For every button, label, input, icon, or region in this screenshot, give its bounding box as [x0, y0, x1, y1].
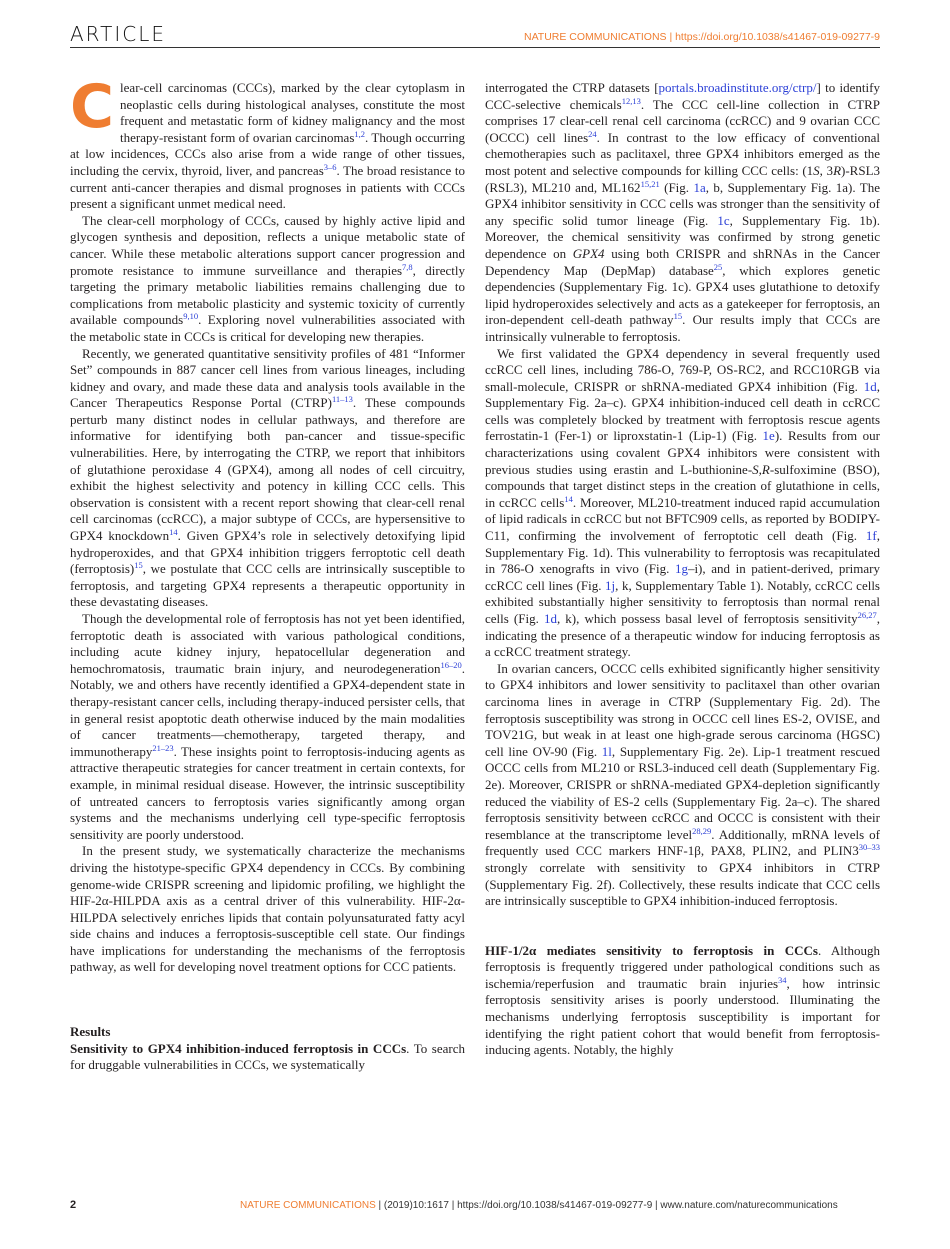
figure-ref-link[interactable]: 1e [762, 428, 775, 444]
italic-text: GPX4 [572, 245, 605, 261]
drop-cap: C [70, 72, 115, 142]
text-run: , which explores genetic dependencies (Supplementary Fig. 1c). GPX4 uses glutathione to detoxify lipid hydroperoxides selectively and acts as a gatekeeper for ferroptosis, an iron-dependent cell-death pathway [485, 262, 880, 328]
paragraph [70, 611, 465, 843]
url-link[interactable]: portals.broadinstitute.org/ctrp/ [658, 80, 817, 95]
text-run: -sulfoximine (BSO), compounds that target distinct steps in the creation of glutathione in cells, in ccRCC cells [485, 461, 880, 510]
text-run: . Additionally, mRNA levels of frequently used CCC markers HNF-1β, PAX8, PLIN2, and PLIN3 [485, 826, 880, 859]
citation-ref[interactable]: 16–20 [440, 659, 462, 670]
text-run: , we postulate that CCC cells are intrinsically susceptible to ferroptosis, and targeting GPX4 represents a therapeutic opportunity in these devastating diseases. [70, 561, 465, 610]
text-run: Recently, we generated quantitative sensitivity profiles of 481 “Informer Set” compounds in 887 cancer cell lines from various lineages, including kidney and ovary, and made these data and analysis tools available in the Cancer Therapeutics Response Portal (CTRP) [70, 345, 465, 411]
citation-ref[interactable]: 15,21 [640, 178, 660, 189]
citation-ref[interactable]: 24 [588, 128, 597, 139]
text-run: ). Results from our characterizations using covalent GPX4 inhibitors were consistent with previous studies using erastin and L-buthionine- [485, 428, 880, 477]
text-run: . In contrast to the low efficacy of conventional chemotherapies such as paclitaxel, three GPX4 inhibitors emerged as the most potent and selective compounds for killing CCC cells: (1 [485, 129, 880, 178]
left-column [70, 72, 466, 1074]
italic-text: S [813, 162, 820, 178]
citation-ref[interactable]: 15 [134, 560, 143, 571]
figure-ref-link[interactable]: 1d [863, 378, 877, 394]
text-run: Though the developmental role of ferroptosis has not yet been identified, ferroptotic death is associated with various pathological conditions, including acute kidney injury, hepatocellular degeneration and hemochromatosis, traumatic brain injury, and neurodegeneration [70, 611, 465, 676]
text-run: , how intrinsic ferroptosis sensitivity arises is poorly understood. Illuminating the mechanisms underlying ferroptosis susceptibility is important for identifying the right patient cohort that would benefit from ferroptosis-inducing agents. Notably, the highly [485, 975, 880, 1058]
text-run: In ovarian cancers, OCCC cells exhibited significantly higher sensitivity to GPX4 inhibitors and lower sensitivity to paclitaxel than other ovarian carcinoma lines in average in CTRP (Supplementary Fig. 2d). The ferroptosis susceptibility was strong in OCCC cell lines ES-2, OVISE, and TOV21G, but weak in at least one high-grade serous carcinoma (HGSC) cell line OV-90 (Fig. [485, 660, 880, 759]
text-run: strongly correlate with sensitivity to GPX4 inhibitors in CTRP (Supplementary Fig. 2f). Collectively, these results indicate that CCC cells are intrinsically susceptible to GPX4 inhibition-induced ferroptosis. [485, 859, 880, 909]
paragraph [485, 80, 880, 346]
citation-ref[interactable]: 15 [673, 311, 683, 322]
text-run: . The CCC cell-line collection in CTRP comprises 17 clear-cell renal cell carcinoma (ccRCC) and 9 ovarian CCC (OCCC) cell lines [485, 96, 880, 145]
article-label: ARTICLE [70, 22, 166, 46]
text-run: . To search for druggable vulnerabilities in CCCs, we systematically [70, 1040, 465, 1073]
text-run: interrogated the CTRP datasets [ [485, 80, 659, 95]
figure-ref-link[interactable]: 1j [605, 577, 616, 593]
citation-ref[interactable]: 28,29 [692, 825, 712, 836]
text-run: , Supplementary Fig. 2a–c). GPX4 inhibition-induced cell death in ccRCC cells was completely blocked by treatment with ferroptosis rescue agents ferrostatin-1 (Fer-1) or liproxstatin-1 (Lip-1) (Fig. [485, 378, 880, 444]
text-run: , k, Supplementary Table 1). Notably, ccRCC cells exhibited substantially higher sensitivity to ferroptosis than normal renal cells (Fig. [485, 577, 880, 626]
figure-ref-link[interactable]: 1g [674, 561, 688, 577]
paragraph [70, 346, 465, 612]
text-run: . Notably, we and others have recently identified a GPX4-dependent state in therapy-resistant cancer cells, including therapy-induced persister cells, that in general resist apoptotic death otherwise induced by the main modalities of cancer treatments—chemotherapy, targeted therapy, and immunotherapy [70, 660, 465, 759]
paragraph [485, 661, 880, 910]
citation-ref[interactable]: 14 [169, 527, 178, 538]
figure-ref-link[interactable]: 1c [717, 212, 730, 228]
text-run: We first validated the GPX4 dependency in several frequently used ccRCC cell lines, including 786-O, 769-P, OS-RC2, and RCC10RGB via small-molecule, CRISPR or shRNA-mediated GPX4 inhibition (Fig. [485, 345, 880, 394]
subsection-heading: Sensitivity to GPX4 inhibition-induced ferroptosis in CCCs [70, 1040, 407, 1056]
footer-journal: NATURE COMMUNICATIONS [240, 1200, 376, 1211]
text-run: using both CRISPR and shRNAs in the Cancer Dependency Map (DepMap) database [485, 245, 880, 278]
citation-ref[interactable]: 3–6 [323, 161, 337, 172]
citation-ref[interactable]: 12,13 [621, 95, 641, 106]
text-run: , k), which possess basal level of ferroptosis sensitivity [556, 611, 858, 626]
text-run: , Supplementary Fig. 2e). Lip-1 treatment rescued OCCC cells from ML210 or RSL3-induced cell death (Supplementary Fig. 2e). Moreover, CRISPR or shRNA-mediated GPX4-depletion significantly reduced the viability of ES-2 cells (Supplementary Fig. 2a–c). The shared ferroptosis sensitivity between ccRCC and OCCC is consistent with their resemblance at the transcriptome level [485, 743, 880, 842]
text-run: , Supplementary Fig. 1b). Moreover, the chemical sensitivity was confirmed by strong genetic dependence on [485, 212, 880, 261]
paragraph [70, 72, 465, 213]
text-run: ] to identify CCC-selective chemicals [485, 80, 880, 112]
figure-ref-link[interactable]: 1a [693, 179, 706, 195]
text-run: (Fig. [659, 179, 694, 195]
text-run: . Though occurring at low incidences, CCCs also arise from a wide range of other tissues, including the cervix, thyroid, liver, and pancreas [70, 129, 465, 178]
paragraph [485, 346, 880, 661]
text-run: , indicating the presence of a therapeutic window for inducing ferroptosis as a ccRCC treatment strategy. [485, 611, 880, 660]
citation-ref[interactable]: 14 [564, 493, 573, 504]
paragraph [70, 213, 465, 346]
right-column [485, 80, 880, 1059]
text-run: , b, Supplementary Fig. 1a). The GPX4 inhibitor sensitivity in CCC cells was stronger than the sensitivity of any specific solid tumor lineage (Fig. [485, 179, 881, 228]
section-heading [70, 1024, 465, 1041]
text-run: , Supplementary Fig. 1d). This vulnerability to ferroptosis was recapitulated in 786-O xenografts in vivo (Fig. [485, 528, 880, 577]
citation-ref[interactable]: 9,10 [183, 311, 199, 322]
page-number: 2 [70, 1199, 77, 1211]
text-run: lear-cell carcinomas (CCCs), marked by the clear cytoplasm in neoplastic cells during histological analyses, constitute the most frequent and metastatic form of kidney malignancy and the most therapy-resistant form of ovarian carcinomas [120, 80, 465, 145]
citation-ref[interactable]: 26,27 [857, 610, 877, 620]
text-run: Results [70, 1024, 111, 1040]
text-run: . Our results imply that CCCs are intrinsically vulnerable to ferroptosis. [485, 312, 880, 344]
figure-ref-link[interactable]: 1l [601, 743, 612, 759]
citation-ref[interactable]: 30–33 [858, 842, 880, 853]
text-run: . These insights point to ferroptosis-inducing agents as attractive therapeutic strategies for cancer treatment in certain contexts, for example, in minimal residual disease. However, the intrinsic susceptibility of untreated cancers to ferroptosis varies significantly among organ systems and the mechanisms underlying cell type-specific ferroptosis sensitivity are poorly understood. [70, 743, 465, 842]
text-run: The clear-cell morphology of CCCs, caused by highly active lipid and glycogen synthesis and deposition, reflects a unique metabolic state of cancer. While these metabolic alterations support cancer progression and promote resistance to immune surveillance and therapies [70, 212, 465, 278]
text-run: )-RSL3 (RSL3), ML210 and, ML162 [485, 162, 881, 195]
footer-citation[interactable]: | (2019)10:1617 | https://doi.org/10.1038/s41467-019-09277-9 | www.nature.com/naturecommunications [375, 1200, 838, 1211]
citation-ref[interactable]: 21–23 [152, 742, 174, 753]
text-run: . Although ferroptosis is frequently triggered under pathological conditions such as ischemia/reperfusion and traumatic brain injuries [485, 942, 880, 991]
text-run: . The broad resistance to current anti-cancer therapies and dismal prognoses in patients with CCCs present a significant unmet medical need. [70, 162, 465, 212]
text-run: . Exploring novel vulnerabilities associated with the metabolic state in CCCs is critical for developing new therapies. [70, 312, 465, 344]
citation-ref[interactable]: 25 [713, 261, 723, 272]
header-rule [70, 47, 880, 48]
text-run: –i), and in patient-derived, primary ccRCC cell lines (Fig. [485, 561, 880, 593]
citation-ref[interactable]: 1,2 [354, 128, 366, 139]
paragraph [70, 843, 465, 976]
subsection-heading: HIF-1/2α mediates sensitivity to ferroptosis in CCCs [485, 942, 818, 958]
text-run: . Given GPX4’s role in selectively detoxifying lipid hydroperoxides, and that GPX4 inhibition triggers ferroptotic cell death (ferroptosis) [70, 528, 465, 577]
italic-text: R [833, 162, 842, 178]
text-run: . Moreover, ML210-treatment induced rapid accumulation of lipid radicals in ccRCC but not BFTC909 cells, as reported by BODIPY-C11, confirming the involvement of ferroptotic cell death (Fig. [485, 494, 880, 544]
citation-ref[interactable]: 34 [778, 974, 787, 985]
figure-ref-link[interactable]: 1d [543, 611, 557, 626]
text-run: , directly targeting the primary metabolic liabilities remains challenging due to complications from metabolic plasticity and systemic toxicity of currently available compounds [70, 262, 465, 328]
journal-doi-header[interactable]: NATURE COMMUNICATIONS | https://doi.org/10.1038/s41467-019-09277-9 [524, 31, 880, 43]
paragraph [485, 943, 880, 1059]
figure-ref-link[interactable]: 1f [865, 528, 877, 544]
paragraph [70, 1041, 465, 1074]
text-run: , 3 [819, 162, 834, 178]
text-run: In the present study, we systematically characterize the mechanisms driving the histotype-specific GPX4 dependency in CCCs. By combining genome-wide CRISPR screening and lipidomic profiling, we highlight the HIF-2α-HILPDA axis as a central driver of this vulnerability. HIF-2α-HILPDA selectively enriches lipids that contain polyunsaturated fatty acyl side chains and induces a ferroptosis-susceptible cell state. Our findings have implications for understanding the mechanisms of the ferroptosis pathway, as well for developing novel treatment options for CCC patients. [70, 843, 465, 975]
citation-ref[interactable]: 7,8 [402, 261, 413, 272]
citation-ref[interactable]: 11–13 [331, 394, 353, 405]
text-run: . These compounds perturb many distinct nodes in cellular pathways, and therefore are informative for identifying both pan-cancer and tissue-specific vulnerabilities. Here, by interrogating the CTRP, we report that inhibitors of glutathione peroxidase 4 (GPX4), among all nodes of cell circuitry, exhibit the highest selectivity and potency in killing CCC cells. This observation is consistent with a recent report showing that clear-cell renal cell carcinomas (ccRCC), a major subtype of CCCs, are hypersensitive to GPX4 knockdown [70, 395, 466, 544]
italic-text: S,R [752, 461, 770, 477]
